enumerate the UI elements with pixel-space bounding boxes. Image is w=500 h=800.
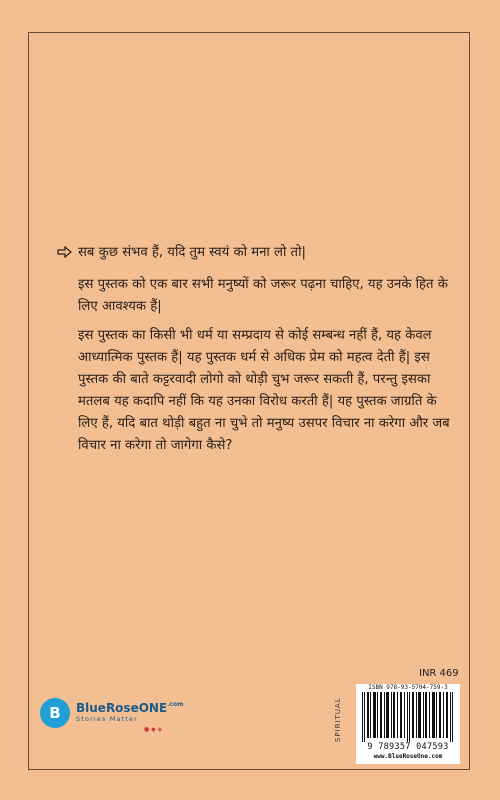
quote bbox=[78, 243, 458, 262]
barcode-bars bbox=[362, 692, 454, 742]
barcode bbox=[356, 684, 460, 764]
paragraph-2: इस पुस्तक का किसी भी धर्म या सम्प्रदाय से कोई सम्बन्ध नहीं हैं, यह केवल आध्यात्मिक पुस्तक हैं| यह पुस्तक धर्म से अधिक प्रेम को महत्व देती हैं| इस पुस्तक की बाते कट्टरवादी लोगो को थोड़ी चुभ जरूर सकती हैं, परन्तु इसका मतलब यह कदापि नहीं कि यह उनका विरोध करती हैं| यह पुस्तक जाग्रति के लिए हैं, यदि बात थोड़ी बहुत ना चुभे तो मनुष्य उसपर विचार ना करेगा और जब विचार ना करेगा तो जागेगा कैसे? bbox=[78, 328, 450, 453]
genre-label: SPIRITUAL bbox=[334, 697, 342, 743]
paragraph-1: इस पुस्तक को एक बार सभी मनुष्यों को जरूर पढ़ना चाहिए, यह उनके हित के लिए आवश्यक हैं| bbox=[78, 277, 448, 314]
price-label: INR 469 bbox=[419, 668, 459, 679]
logo-mark-icon: B bbox=[40, 698, 70, 728]
publisher-tagline: Stories Matter bbox=[76, 715, 138, 723]
arrow-right-icon bbox=[57, 246, 72, 258]
publisher-name: BlueRoseONE$^{.com}$ bbox=[76, 701, 184, 715]
social-icons: ● ◆ ◈ bbox=[144, 726, 163, 733]
publisher-logo bbox=[40, 696, 190, 740]
isbn-digits: 9 789357 047593 bbox=[367, 742, 449, 752]
isbn-label: ISBN 978-93-5704-759-3 bbox=[368, 684, 448, 691]
publisher-website: www.BlueRoseOne.com bbox=[373, 753, 443, 760]
quote-text: सब कुछ संभव हैं, यदि तुम स्वयं को मना लो तो| bbox=[78, 245, 306, 260]
